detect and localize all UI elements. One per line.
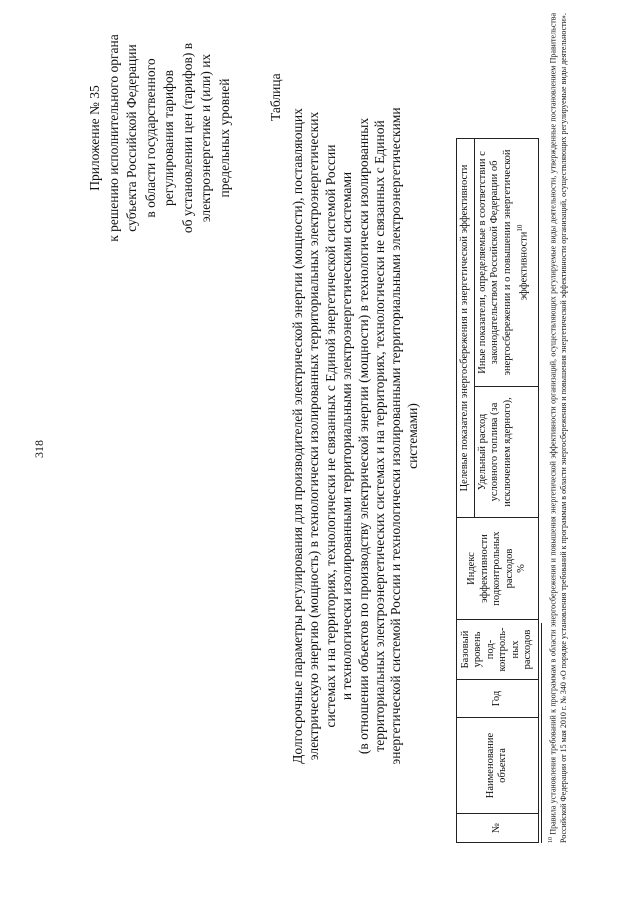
header-object-name: Наименование объекта: [457, 718, 539, 814]
title-line: энергетической системой России и технологически изолированными территориальными электроэнергетическими: [388, 107, 404, 765]
title-line: (в отношении объектов по производству электрической энергии (мощности) в технологически изолированных: [355, 117, 371, 755]
header-number: №: [457, 814, 539, 843]
appendix-line: к решению исполнительного органа: [105, 34, 121, 242]
header-target-indicators: Целевые показатели энергосбережения и энергетической эффективности: [457, 139, 475, 518]
appendix-line: регулирования тарифов: [161, 69, 176, 207]
header-year: Год: [457, 680, 539, 718]
title-line: электрическую энергию (мощность) в технологически изолированных территориальных электроэнергетических: [306, 111, 322, 761]
header-efficiency-index-label: Индекс эффективности подконтрольных расходов: [466, 531, 515, 606]
appendix-line: в области государственного: [142, 58, 158, 218]
title-line: системами): [404, 403, 420, 469]
parameters-table: [456, 138, 539, 843]
footnote-divider: [541, 623, 542, 843]
title-line: территориальных электроэнергетических системах и на территориях, технологически не связанных с Единой: [372, 120, 388, 752]
footnote-reference: 10: [516, 224, 524, 232]
header-efficiency-index: [457, 518, 539, 620]
appendix-line: предельных уровней: [216, 78, 232, 198]
header-fuel-consumption: Удельный расход условного топлива (за исключением ядерного),: [474, 387, 538, 518]
document-title: [290, 31, 421, 841]
appendix-header: [86, 7, 234, 269]
footnote-text: Правила установления требований к программам в области энергосбережения и повышения энергетической эффективности организаций, осуществляющих регулируемые виды деятельности, утвержденные постановлением Правительства Российской Федерации от 15 мая 2010 г. № 340 «О порядке установления требований к программам в области энергосбережения и повышения энергетической эффективности организаций, осуществляющих регулируемые виды деятельности».: [548, 13, 568, 843]
appendix-line: субъекта Российской Федерации: [124, 44, 139, 232]
header-efficiency-index-unit: %: [516, 564, 527, 573]
title-line: и технологически изолированными территориальными электроэнергетическими системами: [339, 171, 355, 701]
title-line: Долгосрочные параметры регулирования для производителей электрической энергии (мощности), поставляющих: [290, 108, 305, 764]
footnote-mark: 10: [548, 837, 554, 843]
page-number: 318: [32, 440, 46, 458]
appendix-line: электроэнергетике и (или) их: [198, 53, 213, 223]
header-other-indicators: [474, 139, 538, 387]
table-caption: Таблица: [268, 73, 283, 121]
appendix-line: об установлении цен (тарифов) в: [179, 42, 195, 234]
title-line: системах и на территориях, технологически не связанных с Единой энергетической системой России: [322, 144, 338, 728]
header-other-indicators-label: Иные показатели, определяемые в соответствии с законодательством Российской Федерации об энергосбережении и о повышении энергетической эффективности: [476, 149, 530, 376]
footnote: [546, 13, 569, 843]
header-base-level: Базовый уровень под-контроль-ных расходов: [457, 620, 539, 680]
appendix-line: Приложение № 35: [87, 85, 102, 191]
